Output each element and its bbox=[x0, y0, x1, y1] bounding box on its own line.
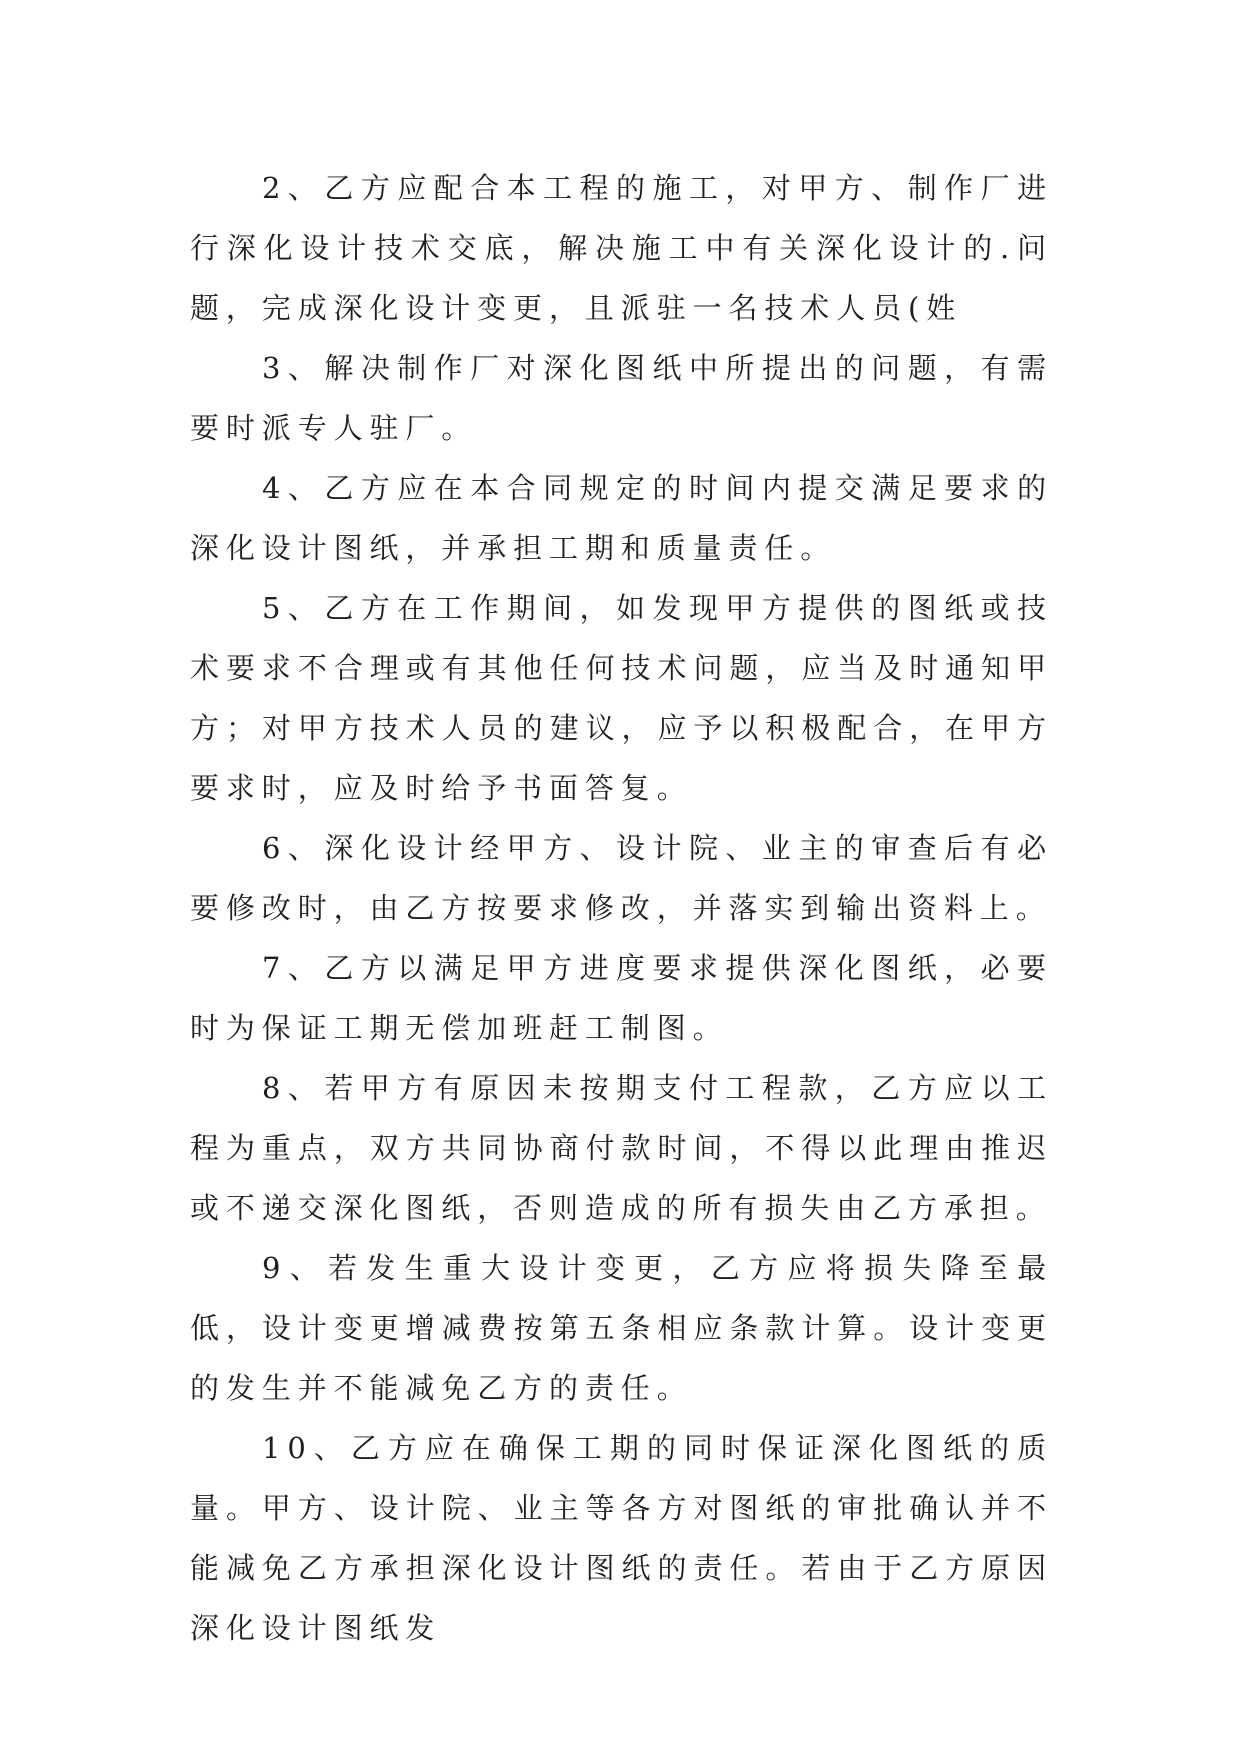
clause-9: 9、若发生重大设计变更，乙方应将损失降至最低，设计变更增减费按第五条相应条款计算。设计变更的发生并不能减免乙方的责任。 bbox=[190, 1251, 1053, 1405]
document-body bbox=[190, 158, 1053, 1658]
clause-10: 10、乙方应在确保工期的同时保证深化图纸的质量。甲方、设计院、业主等各方对图纸的审批确认并不能减免乙方承担深化设计图纸的责任。若由于乙方原因深化设计图纸发 bbox=[190, 1431, 1053, 1645]
clause-2: 2、乙方应配合本工程的施工，对甲方、制作厂进行深化设计技术交底，解决施工中有关深化设计的.问题，完成深化设计变更，且派驻一名技术人员(姓 bbox=[190, 171, 1053, 325]
clause-8: 8、若甲方有原因未按期支付工程款，乙方应以工程为重点，双方共同协商付款时间，不得以此理由推迟或不递交深化图纸，否则造成的所有损失由乙方承担。 bbox=[190, 1071, 1053, 1225]
clause-6: 6、深化设计经甲方、设计院、业主的审查后有必要修改时，由乙方按要求修改，并落实到输出资料上。 bbox=[190, 831, 1053, 925]
clause-4: 4、乙方应在本合同规定的时间内提交满足要求的深化设计图纸，并承担工期和质量责任。 bbox=[190, 471, 1053, 565]
clause-5: 5、乙方在工作期间，如发现甲方提供的图纸或技术要求不合理或有其他任何技术问题，应当及时通知甲方；对甲方技术人员的建议，应予以积极配合，在甲方要求时，应及时给予书面答复。 bbox=[190, 591, 1053, 805]
clause-3: 3、解决制作厂对深化图纸中所提出的问题，有需要时派专人驻厂。 bbox=[190, 351, 1053, 445]
clause-7: 7、乙方以满足甲方进度要求提供深化图纸，必要时为保证工期无偿加班赶工制图。 bbox=[190, 951, 1053, 1045]
